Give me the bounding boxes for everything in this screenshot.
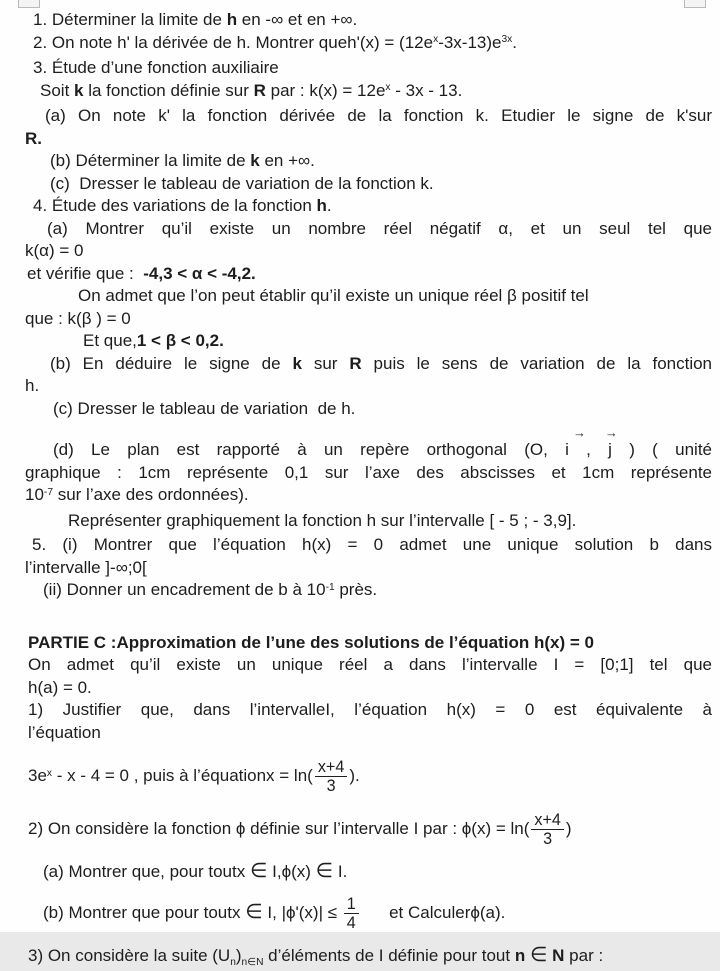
text-line: h(a) = 0. [28,677,92,697]
text-line: h. [25,376,40,395]
text-line: (b) Déterminer la limite de k en +∞. [50,151,315,170]
text-line: 4. Étude des variations de la fonction h. [33,196,332,215]
text-line: l’équation [28,722,101,742]
text-line: 3. Étude d’une fonction auxiliaire [33,58,279,77]
text-line: Représenter graphiquement la fonction h sur l’intervalle [ - 5 ; - 3,9]. [68,510,577,530]
text-line: (c) Dresser le tableau de variation de h. [53,398,356,418]
document-content [0,9,712,971]
text-line: On admet qu’il existe un unique réel a dans l’intervalle I = [0;1] tel que [28,655,712,674]
text-line: On admet que l’on peut établir qu’il existe un unique réel β positif tel [78,286,589,305]
text-line: $10^{-7}$ sur l’axe des ordonnées). [25,485,249,504]
scan-artifact-top-right [684,0,706,8]
text-line: 2. On note h' la dérivée de h. Montrer queh'(x) = $(12e^x-3x-13)e^{3x}$. [33,32,517,52]
text-line: k(α) = 0 [25,241,84,260]
text-line: (b) Montrer que pour toutx ∈ I, |ϕ'(x)| ≤ $\frac{1}{4}$ et Calculerϕ(a). [43,894,506,932]
scan-artifact-top-left [18,0,40,8]
text-line: (ii) Donner un encadrement de b à $10^{-1}$ près. [43,580,378,599]
fraction: $\frac{x+4}{3}$ [531,811,563,848]
text-line: (d) Le plan est rapporté à un repère orthogonal (O, i , j ) ( unité [53,440,712,459]
text-line: 2) On considère la fonction ϕ définie sur l’intervalle I par : ϕ(x) = ln( $\frac{x+4}{3}$ ) [28,811,572,849]
text-line: Et que,1 < β < 0,2. [83,331,224,350]
text-line: 5. (i) Montrer que l’équation h(x) = 0 admet une unique solution b dans [32,535,712,554]
fraction: $\frac{x+4}{3}$ [315,758,347,795]
section-title: PARTIE C :Approximation de l’une des solutions de l’équation h(x) = 0 [28,632,594,652]
text-line: $3e^x - x - 4 = 0$ , puis à l’équationx = ln( $\frac{x+4}{3}$ ). [28,758,360,796]
vector-arrows: → → [573,425,620,440]
text-line: 3) On considère la suite $(U_n)_{n\in N}$ d’éléments de I définie pour tout n ∈ N par : [28,944,604,968]
text-line: graphique : 1cm représente 0,1 sur l’axe des abscisses et 1cm représente [25,462,712,482]
text-line: et vérifie que : -4,3 < α < -4,2. [27,263,256,283]
text-line: (a) Montrer qu’il existe un nombre réel négatif α, et un seul tel que [47,218,712,238]
text-line: 1) Justifier que, dans l’intervalleI, l’équation h(x) = 0 est équivalente à [28,700,712,719]
text-line: (c) Dresser le tableau de variation de la fonction k. [50,173,434,193]
text-line: (a) On note k' la fonction dérivée de la fonction k. Etudier le signe de k'sur [45,106,712,125]
text-line: que : k(β ) = 0 [25,308,131,328]
fraction: $\frac{1}{4}$ [344,895,359,932]
text-line: (a) Montrer que, pour toutx ∈ I,ϕ(x) ∈ I. [43,860,348,883]
text-line: l’intervalle ]-∞;0[ [25,557,147,577]
text-line: R. [25,128,42,148]
text-line: Soit k la fonction définie sur R par : $k(x) = 12e^x - 3x - 13$. [40,80,463,100]
text-line: 1. Déterminer la limite de h en -∞ et en +∞. [33,10,358,29]
text-line: (b) En déduire le signe de k sur R puis le sens de variation de la fonction [50,353,713,373]
